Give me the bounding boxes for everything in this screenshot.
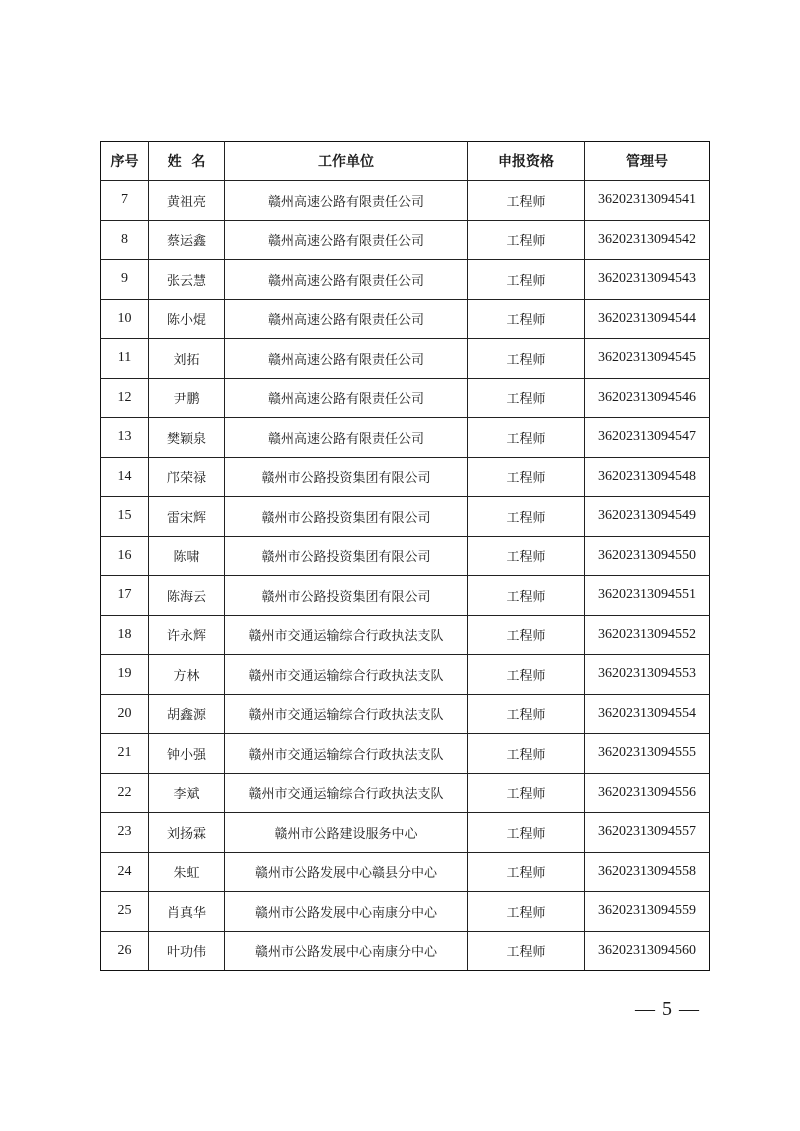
cell-qualification: 工程师 bbox=[468, 260, 585, 300]
cell-seq: 21 bbox=[101, 734, 149, 774]
table-row bbox=[101, 220, 710, 260]
cell-mgmt-no: 36202313094555 bbox=[585, 734, 710, 774]
cell-name: 尹鹏 bbox=[149, 378, 225, 418]
cell-mgmt-no: 36202313094558 bbox=[585, 852, 710, 892]
cell-name: 叶功伟 bbox=[149, 931, 225, 971]
cell-unit: 赣州高速公路有限责任公司 bbox=[225, 378, 468, 418]
cell-unit: 赣州市公路发展中心南康分中心 bbox=[225, 931, 468, 971]
cell-unit: 赣州市交通运输综合行政执法支队 bbox=[225, 615, 468, 655]
cell-unit: 赣州市交通运输综合行政执法支队 bbox=[225, 773, 468, 813]
table-row bbox=[101, 339, 710, 379]
table-row bbox=[101, 457, 710, 497]
cell-unit: 赣州市公路投资集团有限公司 bbox=[225, 497, 468, 537]
header-row bbox=[101, 142, 710, 181]
cell-qualification: 工程师 bbox=[468, 497, 585, 537]
header-unit: 工作单位 bbox=[225, 142, 468, 181]
cell-name: 李斌 bbox=[149, 773, 225, 813]
cell-name: 刘拓 bbox=[149, 339, 225, 379]
table-row bbox=[101, 931, 710, 971]
cell-mgmt-no: 36202313094541 bbox=[585, 181, 710, 221]
table-row bbox=[101, 260, 710, 300]
cell-qualification: 工程师 bbox=[468, 931, 585, 971]
table-row bbox=[101, 378, 710, 418]
cell-mgmt-no: 36202313094542 bbox=[585, 220, 710, 260]
cell-unit: 赣州市公路发展中心南康分中心 bbox=[225, 892, 468, 932]
cell-unit: 赣州市公路投资集团有限公司 bbox=[225, 536, 468, 576]
cell-unit: 赣州市公路投资集团有限公司 bbox=[225, 457, 468, 497]
cell-seq: 20 bbox=[101, 694, 149, 734]
cell-name: 胡鑫源 bbox=[149, 694, 225, 734]
header-name: 姓 名 bbox=[149, 142, 225, 181]
cell-unit: 赣州高速公路有限责任公司 bbox=[225, 299, 468, 339]
cell-seq: 18 bbox=[101, 615, 149, 655]
cell-qualification: 工程师 bbox=[468, 378, 585, 418]
cell-name: 樊颖泉 bbox=[149, 418, 225, 458]
cell-mgmt-no: 36202313094545 bbox=[585, 339, 710, 379]
table-row bbox=[101, 576, 710, 616]
cell-seq: 16 bbox=[101, 536, 149, 576]
cell-mgmt-no: 36202313094556 bbox=[585, 773, 710, 813]
cell-qualification: 工程师 bbox=[468, 418, 585, 458]
cell-name: 钟小强 bbox=[149, 734, 225, 774]
cell-seq: 7 bbox=[101, 181, 149, 221]
cell-unit: 赣州市交通运输综合行政执法支队 bbox=[225, 655, 468, 695]
cell-unit: 赣州市交通运输综合行政执法支队 bbox=[225, 734, 468, 774]
cell-unit: 赣州高速公路有限责任公司 bbox=[225, 418, 468, 458]
cell-unit: 赣州高速公路有限责任公司 bbox=[225, 339, 468, 379]
table-row bbox=[101, 773, 710, 813]
cell-qualification: 工程师 bbox=[468, 615, 585, 655]
cell-seq: 25 bbox=[101, 892, 149, 932]
cell-name: 陈小焜 bbox=[149, 299, 225, 339]
cell-qualification: 工程师 bbox=[468, 576, 585, 616]
cell-qualification: 工程师 bbox=[468, 813, 585, 853]
cell-qualification: 工程师 bbox=[468, 694, 585, 734]
cell-name: 许永辉 bbox=[149, 615, 225, 655]
cell-seq: 9 bbox=[101, 260, 149, 300]
roster-table bbox=[100, 141, 710, 971]
cell-mgmt-no: 36202313094544 bbox=[585, 299, 710, 339]
table-row bbox=[101, 813, 710, 853]
table-row bbox=[101, 418, 710, 458]
cell-name: 陈海云 bbox=[149, 576, 225, 616]
page-number: — 5 — bbox=[635, 998, 700, 1020]
cell-seq: 15 bbox=[101, 497, 149, 537]
cell-mgmt-no: 36202313094546 bbox=[585, 378, 710, 418]
cell-seq: 22 bbox=[101, 773, 149, 813]
table-header bbox=[101, 142, 710, 181]
cell-qualification: 工程师 bbox=[468, 536, 585, 576]
cell-name: 黄祖亮 bbox=[149, 181, 225, 221]
cell-unit: 赣州市公路发展中心赣县分中心 bbox=[225, 852, 468, 892]
cell-qualification: 工程师 bbox=[468, 734, 585, 774]
cell-name: 蔡运鑫 bbox=[149, 220, 225, 260]
header-qualification: 申报资格 bbox=[468, 142, 585, 181]
cell-name: 陈啸 bbox=[149, 536, 225, 576]
cell-mgmt-no: 36202313094559 bbox=[585, 892, 710, 932]
cell-seq: 12 bbox=[101, 378, 149, 418]
cell-mgmt-no: 36202313094551 bbox=[585, 576, 710, 616]
cell-qualification: 工程师 bbox=[468, 181, 585, 221]
cell-qualification: 工程师 bbox=[468, 892, 585, 932]
cell-seq: 19 bbox=[101, 655, 149, 695]
table-body bbox=[101, 181, 710, 971]
cell-qualification: 工程师 bbox=[468, 773, 585, 813]
cell-mgmt-no: 36202313094543 bbox=[585, 260, 710, 300]
cell-seq: 13 bbox=[101, 418, 149, 458]
cell-unit: 赣州市公路投资集团有限公司 bbox=[225, 576, 468, 616]
cell-seq: 23 bbox=[101, 813, 149, 853]
cell-mgmt-no: 36202313094547 bbox=[585, 418, 710, 458]
cell-qualification: 工程师 bbox=[468, 852, 585, 892]
cell-mgmt-no: 36202313094548 bbox=[585, 457, 710, 497]
cell-seq: 11 bbox=[101, 339, 149, 379]
cell-name: 刘扬霖 bbox=[149, 813, 225, 853]
cell-seq: 14 bbox=[101, 457, 149, 497]
table-row bbox=[101, 734, 710, 774]
cell-name: 雷宋辉 bbox=[149, 497, 225, 537]
cell-unit: 赣州市公路建设服务中心 bbox=[225, 813, 468, 853]
table-row bbox=[101, 694, 710, 734]
header-seq: 序号 bbox=[101, 142, 149, 181]
cell-seq: 26 bbox=[101, 931, 149, 971]
cell-unit: 赣州高速公路有限责任公司 bbox=[225, 260, 468, 300]
cell-qualification: 工程师 bbox=[468, 339, 585, 379]
cell-mgmt-no: 36202313094552 bbox=[585, 615, 710, 655]
cell-mgmt-no: 36202313094557 bbox=[585, 813, 710, 853]
cell-unit: 赣州市交通运输综合行政执法支队 bbox=[225, 694, 468, 734]
table-row bbox=[101, 655, 710, 695]
cell-mgmt-no: 36202313094553 bbox=[585, 655, 710, 695]
cell-name: 朱虹 bbox=[149, 852, 225, 892]
cell-qualification: 工程师 bbox=[468, 220, 585, 260]
cell-seq: 17 bbox=[101, 576, 149, 616]
table-row bbox=[101, 299, 710, 339]
table-row bbox=[101, 892, 710, 932]
cell-mgmt-no: 36202313094550 bbox=[585, 536, 710, 576]
cell-name: 方林 bbox=[149, 655, 225, 695]
cell-seq: 24 bbox=[101, 852, 149, 892]
table-row bbox=[101, 181, 710, 221]
header-mgmt-no: 管理号 bbox=[585, 142, 710, 181]
cell-mgmt-no: 36202313094560 bbox=[585, 931, 710, 971]
cell-seq: 8 bbox=[101, 220, 149, 260]
table-row bbox=[101, 536, 710, 576]
cell-name: 张云慧 bbox=[149, 260, 225, 300]
cell-mgmt-no: 36202313094554 bbox=[585, 694, 710, 734]
table-row bbox=[101, 497, 710, 537]
cell-name: 邝荣禄 bbox=[149, 457, 225, 497]
table-row bbox=[101, 852, 710, 892]
table-row bbox=[101, 615, 710, 655]
cell-seq: 10 bbox=[101, 299, 149, 339]
cell-qualification: 工程师 bbox=[468, 299, 585, 339]
cell-qualification: 工程师 bbox=[468, 655, 585, 695]
cell-qualification: 工程师 bbox=[468, 457, 585, 497]
cell-unit: 赣州高速公路有限责任公司 bbox=[225, 220, 468, 260]
cell-mgmt-no: 36202313094549 bbox=[585, 497, 710, 537]
cell-name: 肖真华 bbox=[149, 892, 225, 932]
cell-unit: 赣州高速公路有限责任公司 bbox=[225, 181, 468, 221]
